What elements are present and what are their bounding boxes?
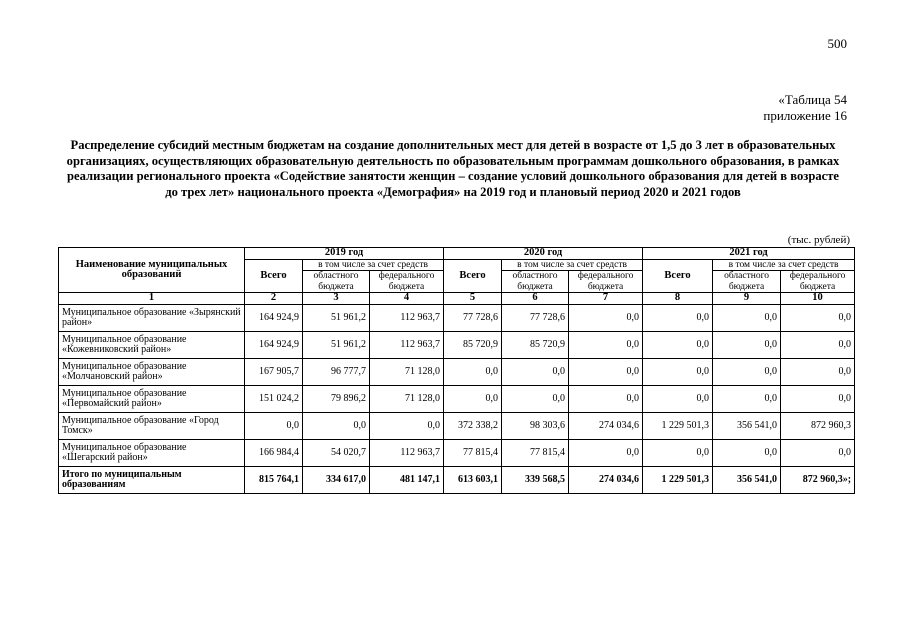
column-number: 7 xyxy=(569,293,643,305)
value-cell: 0,0 xyxy=(245,413,303,440)
value-cell: 98 303,6 xyxy=(502,413,569,440)
value-cell: 112 963,7 xyxy=(370,440,444,467)
value-cell: 51 961,2 xyxy=(303,332,370,359)
column-number: 3 xyxy=(303,293,370,305)
table-reference xyxy=(763,92,847,124)
value-cell: 0,0 xyxy=(781,359,855,386)
value-cell: 71 128,0 xyxy=(370,359,444,386)
total-cell: 339 568,5 xyxy=(502,467,569,494)
municipality-name: Муниципальное образование «Зырянский район» xyxy=(59,305,245,332)
value-cell: 0,0 xyxy=(781,305,855,332)
value-cell: 0,0 xyxy=(569,386,643,413)
value-cell: 0,0 xyxy=(781,386,855,413)
value-cell: 77 815,4 xyxy=(502,440,569,467)
header-year-2020: 2020 год xyxy=(444,248,643,260)
units-label: (тыс. рублей) xyxy=(787,234,850,246)
value-cell: 0,0 xyxy=(444,359,502,386)
header-regional-2019: областного бюджета xyxy=(303,271,370,293)
value-cell: 167 905,7 xyxy=(245,359,303,386)
municipality-name: Муниципальное образование «Молчановский район» xyxy=(59,359,245,386)
value-cell: 0,0 xyxy=(502,359,569,386)
total-cell: 872 960,3»; xyxy=(781,467,855,494)
total-cell: 356 541,0 xyxy=(713,467,781,494)
value-cell: 164 924,9 xyxy=(245,305,303,332)
value-cell: 0,0 xyxy=(713,386,781,413)
value-cell: 0,0 xyxy=(713,332,781,359)
value-cell: 0,0 xyxy=(713,440,781,467)
header-incl-2021: в том числе за счет средств xyxy=(713,259,855,271)
table-row xyxy=(59,413,855,440)
column-number: 5 xyxy=(444,293,502,305)
total-cell: 274 034,6 xyxy=(569,467,643,494)
header-incl-2020: в том числе за счет средств xyxy=(502,259,643,271)
value-cell: 77 728,6 xyxy=(502,305,569,332)
value-cell: 0,0 xyxy=(569,440,643,467)
value-cell: 0,0 xyxy=(643,332,713,359)
table-row xyxy=(59,305,855,332)
municipality-name: Муниципальное образование «Первомайский район» xyxy=(59,386,245,413)
value-cell: 0,0 xyxy=(370,413,444,440)
header-incl-2019: в том числе за счет средств xyxy=(303,259,444,271)
municipality-name: Муниципальное образование «Город Томск» xyxy=(59,413,245,440)
value-cell: 1 229 501,3 xyxy=(643,413,713,440)
header-year-2021: 2021 год xyxy=(643,248,855,260)
value-cell: 71 128,0 xyxy=(370,386,444,413)
column-number: 8 xyxy=(643,293,713,305)
value-cell: 0,0 xyxy=(713,359,781,386)
value-cell: 77 815,4 xyxy=(444,440,502,467)
value-cell: 0,0 xyxy=(643,386,713,413)
value-cell: 0,0 xyxy=(643,305,713,332)
total-cell: 334 617,0 xyxy=(303,467,370,494)
header-regional-2021: областного бюджета xyxy=(713,271,781,293)
appendix-number: приложение 16 xyxy=(763,108,847,123)
value-cell: 356 541,0 xyxy=(713,413,781,440)
value-cell: 0,0 xyxy=(569,359,643,386)
value-cell: 0,0 xyxy=(643,359,713,386)
table-row xyxy=(59,332,855,359)
value-cell: 0,0 xyxy=(569,332,643,359)
value-cell: 0,0 xyxy=(781,440,855,467)
value-cell: 151 024,2 xyxy=(245,386,303,413)
total-row xyxy=(59,467,855,494)
value-cell: 872 960,3 xyxy=(781,413,855,440)
total-cell: 1 229 501,3 xyxy=(643,467,713,494)
header-total-2021: Всего xyxy=(643,259,713,293)
total-cell: 613 603,1 xyxy=(444,467,502,494)
municipality-name: Муниципальное образование «Кожевниковский район» xyxy=(59,332,245,359)
value-cell: 164 924,9 xyxy=(245,332,303,359)
header-federal-2019: федерального бюджета xyxy=(370,271,444,293)
column-number: 10 xyxy=(781,293,855,305)
table-row xyxy=(59,359,855,386)
table-row xyxy=(59,440,855,467)
header-year-2019: 2019 год xyxy=(245,248,444,260)
value-cell: 0,0 xyxy=(643,440,713,467)
header-federal-2020: федерального бюджета xyxy=(569,271,643,293)
column-number: 1 xyxy=(59,293,245,305)
table-number: «Таблица 54 xyxy=(778,92,847,107)
value-cell: 112 963,7 xyxy=(370,305,444,332)
column-number: 9 xyxy=(713,293,781,305)
value-cell: 0,0 xyxy=(569,305,643,332)
value-cell: 51 961,2 xyxy=(303,305,370,332)
column-number-row xyxy=(59,293,855,305)
table-row xyxy=(59,386,855,413)
subsidy-table xyxy=(58,247,855,494)
value-cell: 85 720,9 xyxy=(444,332,502,359)
value-cell: 372 338,2 xyxy=(444,413,502,440)
value-cell: 0,0 xyxy=(713,305,781,332)
value-cell: 77 728,6 xyxy=(444,305,502,332)
value-cell: 166 984,4 xyxy=(245,440,303,467)
header-regional-2020: областного бюджета xyxy=(502,271,569,293)
value-cell: 0,0 xyxy=(444,386,502,413)
value-cell: 79 896,2 xyxy=(303,386,370,413)
value-cell: 274 034,6 xyxy=(569,413,643,440)
total-cell: 815 764,1 xyxy=(245,467,303,494)
value-cell: 54 020,7 xyxy=(303,440,370,467)
total-cell: 481 147,1 xyxy=(370,467,444,494)
total-label: Итого по муниципальным образованиям xyxy=(59,467,245,494)
value-cell: 85 720,9 xyxy=(502,332,569,359)
header-row-years xyxy=(59,248,855,260)
value-cell: 0,0 xyxy=(781,332,855,359)
column-number: 4 xyxy=(370,293,444,305)
column-number: 6 xyxy=(502,293,569,305)
value-cell: 0,0 xyxy=(502,386,569,413)
header-total-2019: Всего xyxy=(245,259,303,293)
header-municipality: Наименование муниципальных образований xyxy=(59,248,245,293)
value-cell: 112 963,7 xyxy=(370,332,444,359)
column-number: 2 xyxy=(245,293,303,305)
municipality-name: Муниципальное образование «Шегарский район» xyxy=(59,440,245,467)
value-cell: 0,0 xyxy=(303,413,370,440)
document-title: Распределение субсидий местным бюджетам на создание дополнительных мест для детей в возрасте от 1,5 до 3 лет в образовательных организациях, осуществляющих образовательную деятельность по образовательным программам дошкольного образования, в рамках реализации регионального проекта «Содействие занятости женщин – создание условий дошкольного образования для детей в возрасте до трех лет» национального проекта «Демография» на 2019 год и плановый период 2020 и 2021 годов xyxy=(66,138,840,199)
header-total-2020: Всего xyxy=(444,259,502,293)
header-federal-2021: федерального бюджета xyxy=(781,271,855,293)
value-cell: 96 777,7 xyxy=(303,359,370,386)
page-number: 500 xyxy=(827,36,847,51)
